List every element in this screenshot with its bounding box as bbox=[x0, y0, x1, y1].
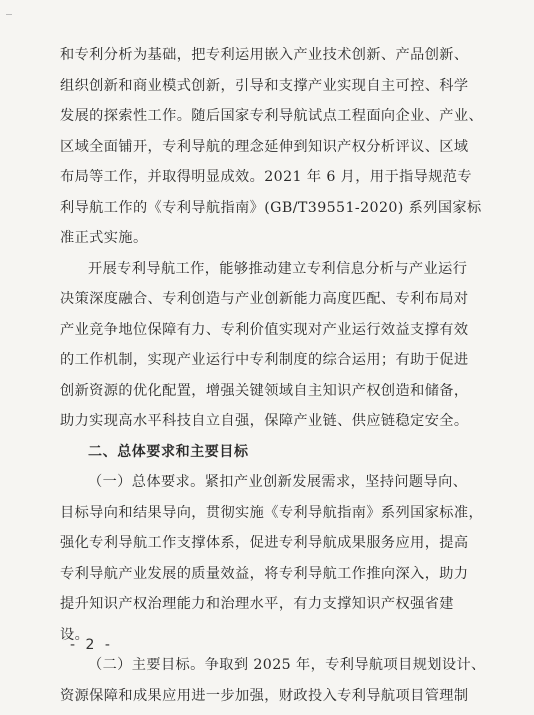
page-number: - 2 - bbox=[70, 637, 113, 653]
subsection-main-goals bbox=[60, 650, 486, 711]
document-body bbox=[60, 40, 486, 711]
text-line: （二）主要目标。争取到 2025 年，专利导航项目规划设计、 bbox=[88, 657, 486, 673]
text-line: 目标导向和结果导向，贯彻实施《专利导航指南》系列国家标准， bbox=[60, 504, 484, 521]
text-line: 创新资源的优化配置，增强关键领域自主知识产权创造和储备， bbox=[60, 382, 469, 399]
text-line: 组织创新和商业模式创新，引导和支撑产业实现自主可控、科学 bbox=[60, 77, 469, 94]
text-line: 提升知识产权治理能力和治理水平，有力支撑知识产权强省建 bbox=[60, 596, 454, 612]
text-line: 准正式实施。 bbox=[60, 230, 148, 246]
text-line: 产业竞争地位保障有力、专利价值实现对产业运行效益支撑有效 bbox=[60, 321, 469, 338]
text-line: 布局等工作，并取得明显成效。2021 年 6 月，用于指导规范专 bbox=[60, 169, 472, 185]
text-line: 开展专利导航工作，能够推动建立专利信息分析与产业运行 bbox=[88, 260, 468, 277]
scan-edge-mark bbox=[6, 14, 12, 18]
text-line: 强化专利导航工作支撑体系，促进专利导航成果服务应用，提高 bbox=[60, 535, 469, 551]
text-line: 助力实现高水平科技自立自强，保障产业链、供应链稳定安全。 bbox=[60, 413, 469, 429]
text-line: （一）总体要求。紧扣产业创新发展需求，坚持问题导向、 bbox=[88, 474, 468, 490]
text-line: 专利导航产业发展的质量效益，将专利导航工作推向深入，助力 bbox=[60, 565, 469, 582]
text-line: 决策深度融合、专利创造与产业创新能力高度匹配、专利布局对 bbox=[60, 291, 469, 307]
text-line: 的工作机制，实现产业运行中专利制度的综合运用；有助于促进 bbox=[60, 352, 469, 368]
text-line: 发展的探索性工作。随后国家专利导航试点工程面向企业、产业、 bbox=[60, 108, 484, 124]
text-line: 资源保障和成果应用进一步加强，财政投入专利导航项目管理制 bbox=[60, 687, 469, 704]
text-line: 区域全面铺开，专利导航的理念延伸到知识产权分析评议、区域 bbox=[60, 138, 469, 155]
text-line: 和专利分析为基础，把专利运用嵌入产业技术创新、产品创新、 bbox=[60, 47, 469, 63]
section-heading: 二、总体要求和主要目标 bbox=[88, 443, 249, 460]
paragraph-2 bbox=[60, 254, 476, 437]
text-line: 利导航工作的《专利导航指南》(GB/T39551-2020) 系列国家标 bbox=[60, 199, 482, 216]
subsection-general-requirements bbox=[60, 467, 484, 650]
text-line: 设。 bbox=[60, 626, 90, 643]
paragraph-1 bbox=[60, 40, 484, 254]
